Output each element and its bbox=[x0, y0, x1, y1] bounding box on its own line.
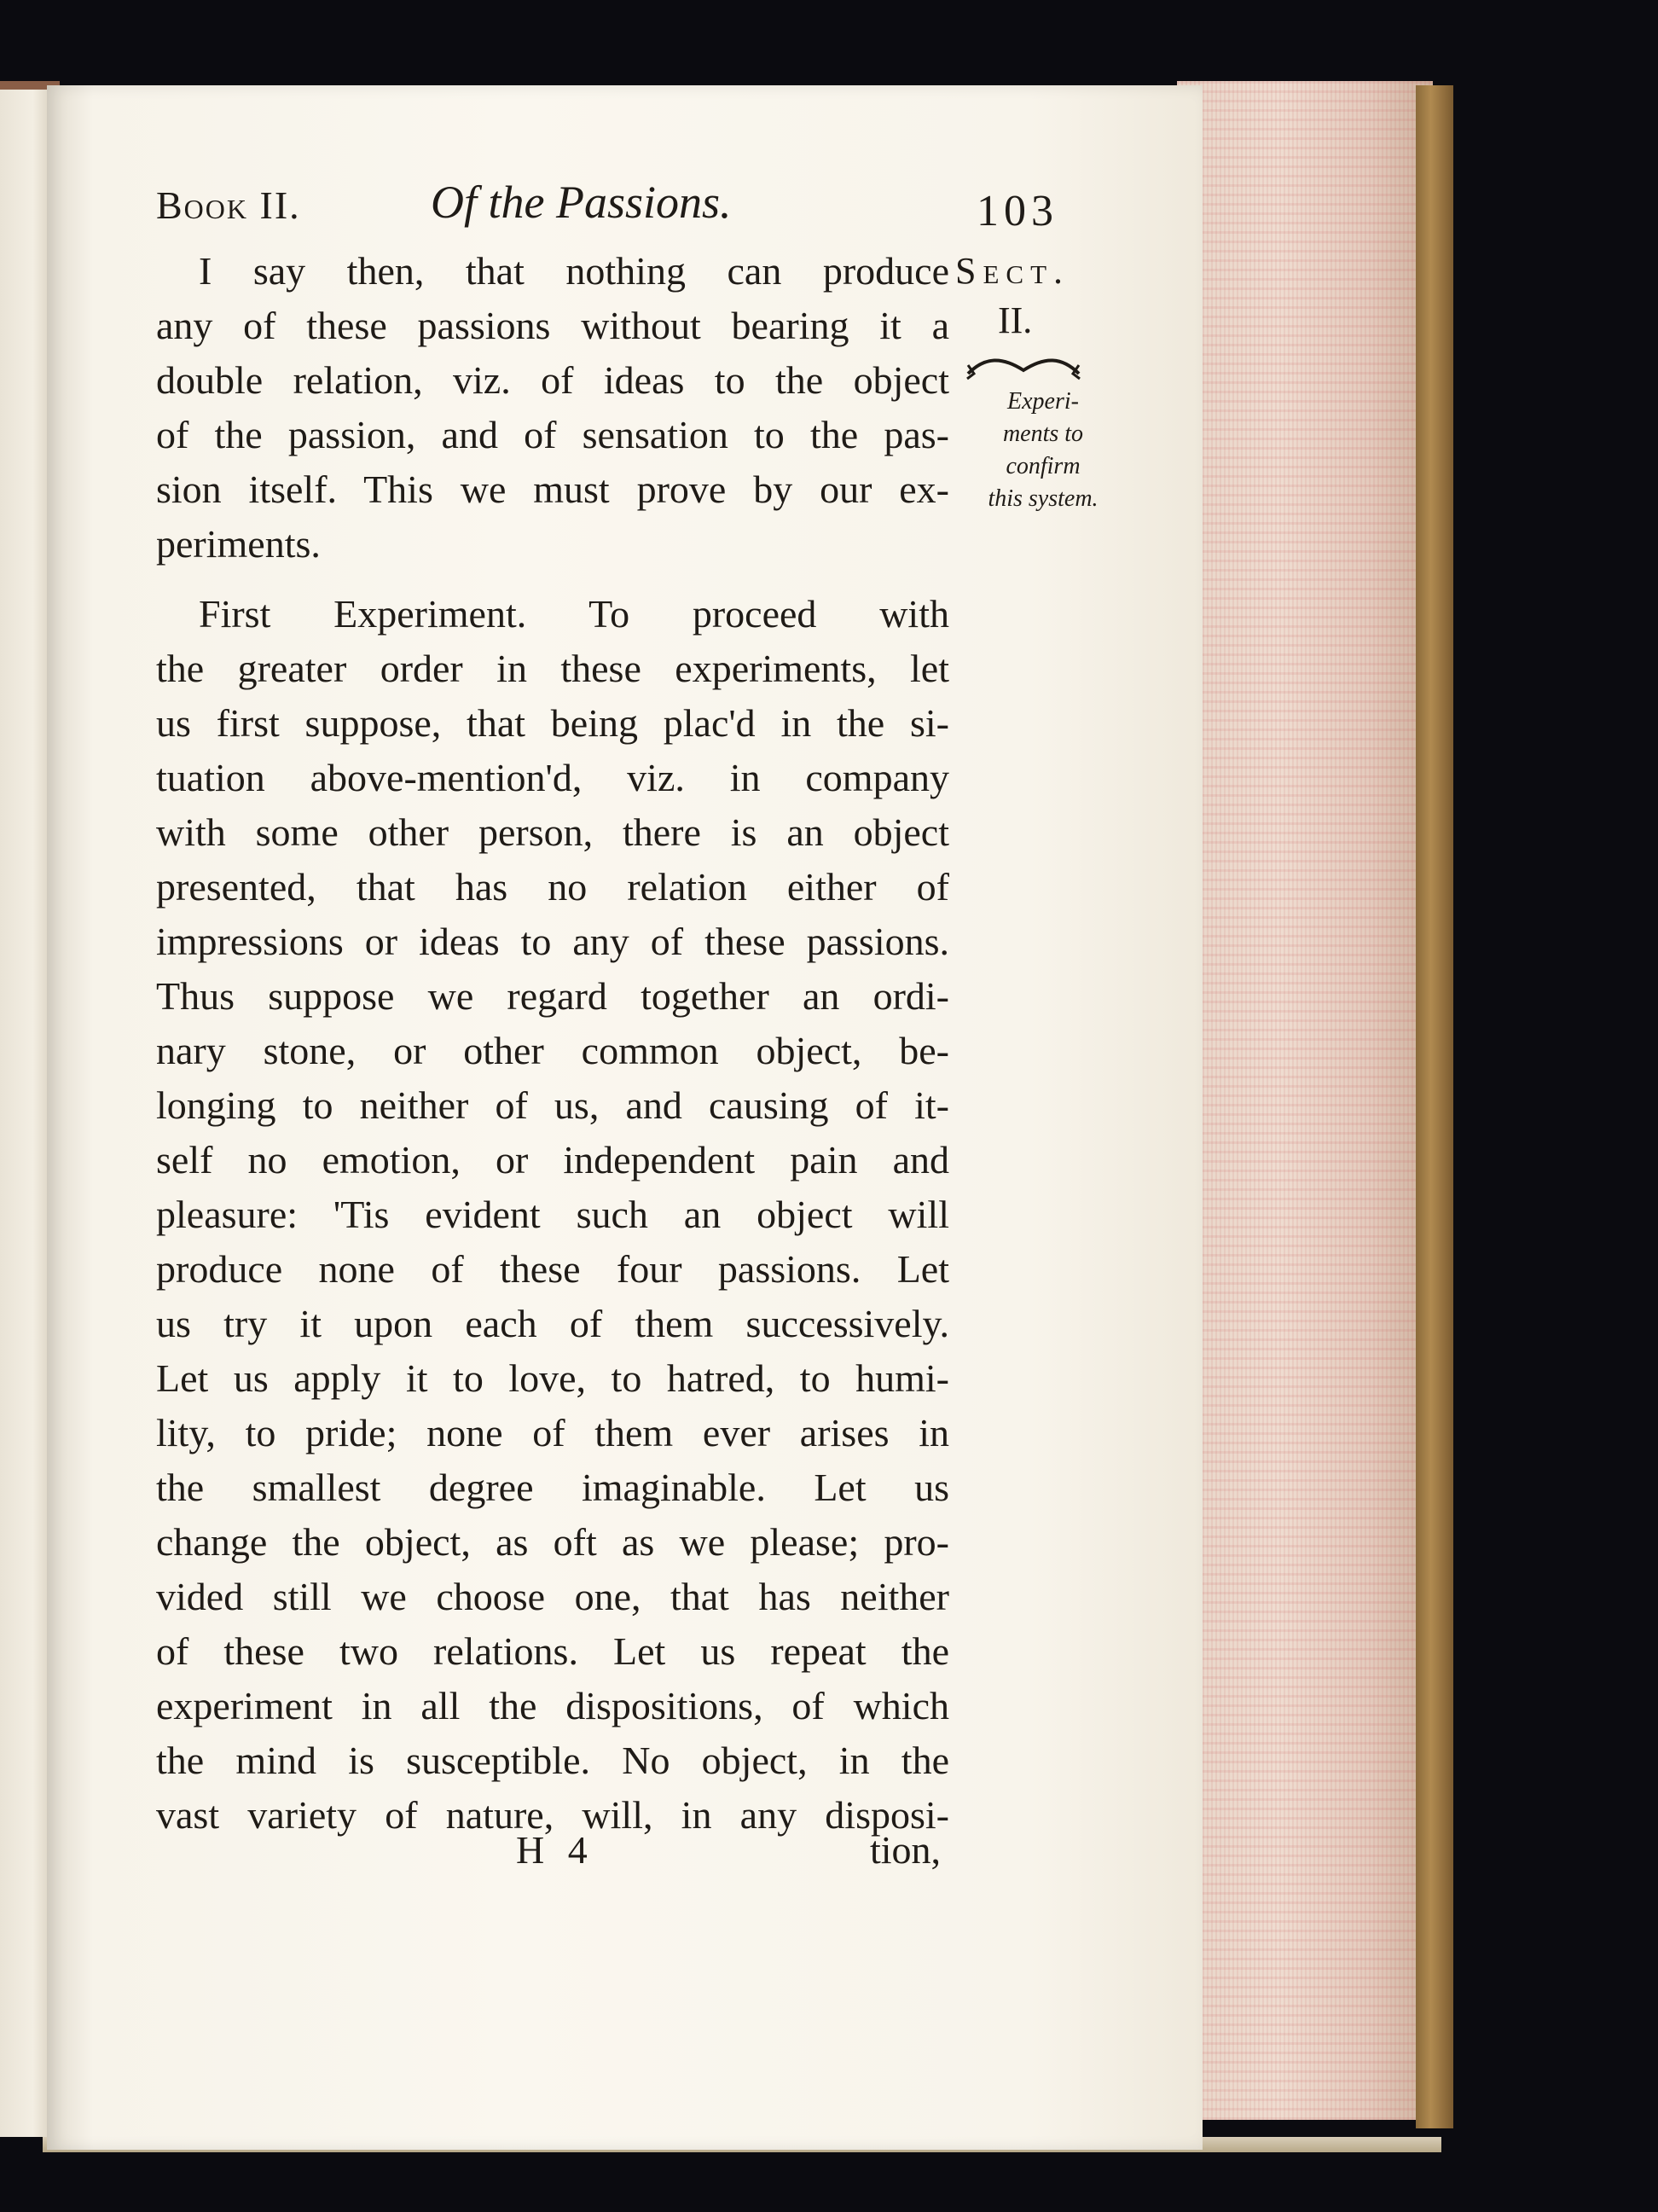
body-line: nary stone, or other common object, be- bbox=[156, 1029, 949, 1072]
body-line: vided still we choose one, that has neither bbox=[156, 1575, 949, 1618]
margin-note-line: ments to bbox=[1002, 421, 1084, 447]
body-line: I say then, that nothing can produce bbox=[199, 249, 949, 293]
margin-note-line: confirm bbox=[1006, 453, 1081, 479]
signature-mark: H 4 bbox=[516, 1828, 594, 1872]
cover-board bbox=[1416, 85, 1453, 2128]
running-head-title: Of the Passions. bbox=[431, 177, 732, 228]
body-line: self no emotion, or independent pain and bbox=[156, 1138, 949, 1181]
margin-note-line: this system. bbox=[988, 485, 1099, 512]
margin-section-label: Sect. bbox=[955, 250, 1070, 292]
body-line: longing to neither of us, and causing of it- bbox=[156, 1083, 949, 1127]
margin-note-line: Experi- bbox=[1007, 388, 1079, 415]
page-number: 103 bbox=[977, 187, 1058, 235]
body-text bbox=[156, 244, 949, 1843]
body-line: produce none of these four passions. Let bbox=[156, 1247, 949, 1291]
body-line: pleasure: 'Tis evident such an object will bbox=[156, 1193, 949, 1236]
body-line: double relation, viz. of ideas to the object bbox=[156, 358, 949, 402]
body-line: experiment in all the dispositions, of which bbox=[156, 1684, 949, 1727]
page-edges bbox=[1177, 81, 1433, 2120]
body-line: vast variety of nature, will, in any disposi- bbox=[156, 1793, 949, 1837]
body-line: the greater order in these experiments, let bbox=[156, 647, 949, 690]
body-line: us try it upon each of them successively. bbox=[156, 1302, 949, 1345]
body-line: of the passion, and of sensation to the pas- bbox=[156, 413, 949, 456]
body-line: with some other person, there is an object bbox=[156, 810, 949, 854]
body-line: of these two relations. Let us repeat the bbox=[156, 1629, 949, 1673]
catchword: tion, bbox=[870, 1828, 942, 1872]
body-line: us first suppose, that being plac'd in the si- bbox=[156, 701, 949, 745]
body-line: periments. bbox=[156, 522, 321, 566]
body-line: change the object, as oft as we please; pro- bbox=[156, 1520, 949, 1564]
body-line: sion itself. This we must prove by our ex- bbox=[156, 467, 949, 511]
running-head-book: Book II. bbox=[156, 183, 301, 227]
body-line: First Experiment. To proceed with bbox=[199, 592, 949, 636]
body-line: Let us apply it to love, to hatred, to humi- bbox=[156, 1356, 949, 1400]
body-line: lity, to pride; none of them ever arises in bbox=[156, 1411, 949, 1454]
margin-note bbox=[962, 386, 1124, 515]
body-line: any of these passions without bearing it a bbox=[156, 304, 949, 347]
body-line: Thus suppose we regard together an ordi- bbox=[156, 974, 949, 1018]
margin-section-number: II. bbox=[998, 299, 1033, 341]
body-line: presented, that has no relation either of bbox=[156, 865, 949, 909]
body-line: tuation above-mention'd, viz. in company bbox=[156, 756, 949, 799]
body-line: the smallest degree imaginable. Let us bbox=[156, 1466, 949, 1509]
margin-ornament-icon bbox=[964, 350, 1083, 384]
body-line: impressions or ideas to any of these passions. bbox=[156, 920, 949, 963]
body-line: the mind is susceptible. No object, in the bbox=[156, 1739, 949, 1782]
